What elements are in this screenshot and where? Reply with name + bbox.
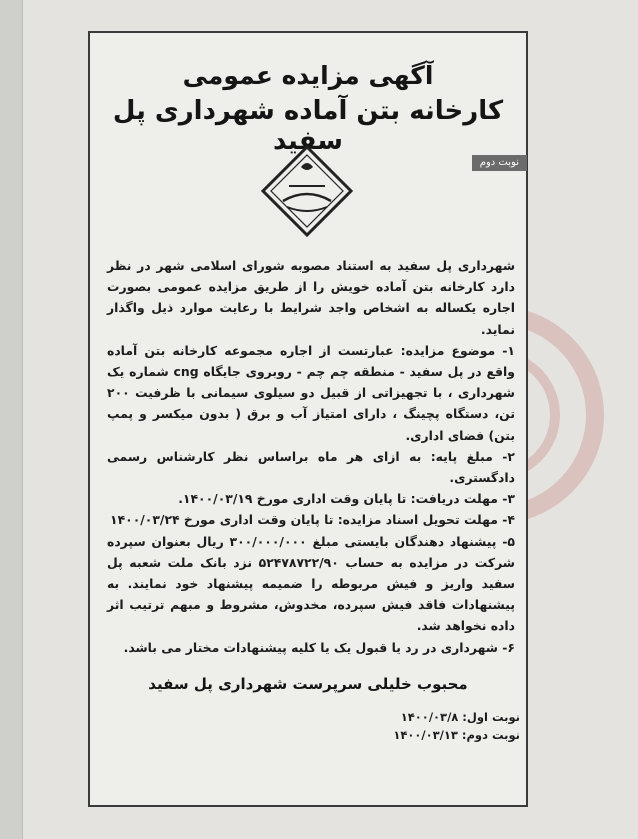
first-round-date: نوبت اول: ۱۴۰۰/۰۳/۸ [400, 710, 520, 724]
signature-line: محبوب خلیلی سرپرست شهرداری پل سفید [148, 675, 468, 693]
ad-item-3: ۳- مهلت دریافت: تا پایان وقت اداری مورخ ۱۴۰۰/۰۳/۱۹. [178, 491, 515, 507]
second-round-date: نوبت دوم: ۱۴۰۰/۰۳/۱۳ [393, 728, 520, 742]
ad-title-line1: آگهی مزایده عمومی [182, 61, 434, 90]
page-fold-edge [0, 0, 23, 839]
ad-item-5: ۵- پیشنهاد دهندگان بایستی مبلغ ۳۰۰/۰۰۰/۰۰۰ ریال بعنوان سپرده شرکت در مزایده به حساب ۵۲۴۷۸۷۲۲/۹۰ نزد بانک ملت شعبه پل سفید واریز و فیش مربوطه را ضمیمه پیشنهاد خود نمایند. به پیشنهادات فاقد فیش سپرده، مخدوش، مشروط و مبهم ترتیب اثر داده نخواهد شد. [107, 533, 515, 634]
round-label-tab: نوبت دوم [472, 155, 527, 171]
ad-item-4: ۴- مهلت تحویل اسناد مزایده: تا پایان وقت اداری مورخ ۱۴۰۰/۰۳/۲۴ [110, 512, 515, 528]
ad-item-2: ۲- مبلغ پایه: به ازای هر ماه براساس نظر کارشناس رسمی دادگستری. [107, 448, 515, 486]
municipality-logo-icon [261, 145, 353, 237]
ad-body [107, 255, 515, 658]
publication-dates [370, 708, 520, 744]
ad-item-6: ۶- شهرداری در رد یا قبول یک یا کلیه پیشنهادات مختار می باشد. [123, 639, 515, 655]
ad-item-1: ۱- موضوع مزایده: عبارتست از اجاره مجموعه کارخانه بتن آماده واقع در پل سفید - منطقه چم چم - روبروی جایگاه cng شماره یک شهرداری ، با تجهیزاتی از قبیل دو سیلوی سیمانی با ظرفیت ۲۰۰ تن، دستگاه پچینگ ، دارای امتیاز آب و برق ( بدون میکسر و پمپ بتن) فضای اداری. [107, 342, 515, 443]
advertisement-box [88, 31, 528, 807]
ad-title-line2: کارخانه بتن آماده شهرداری پل سفید [112, 96, 504, 156]
ad-intro-paragraph: شهرداری پل سفید به استناد مصوبه شورای اسلامی شهر در نظر دارد کارخانه بتن آماده خویش را از طریق مزایده عمومی بصورت اجاره یکساله به اشخاص واجد شرایط با رعایت موارد ذیل واگذار نماید. [107, 258, 515, 337]
